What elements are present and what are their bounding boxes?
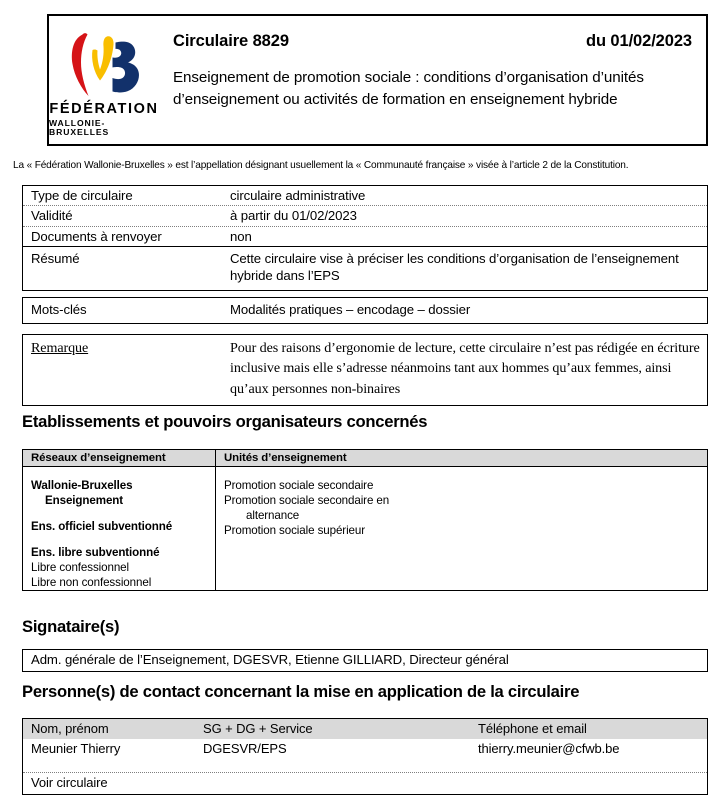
- resume-table: [22, 246, 708, 291]
- resume-label: Résumé: [31, 251, 80, 266]
- document-header: [47, 14, 708, 146]
- signatory-table: [22, 649, 708, 672]
- table-row: [23, 206, 707, 226]
- list-item: Ens. libre subventionné: [31, 546, 160, 560]
- keywords-table: [22, 297, 708, 324]
- info-label: Documents à renvoyer: [31, 228, 162, 244]
- info-label: Type de circulaire: [31, 188, 133, 203]
- units-list-cell: [216, 467, 707, 590]
- table-row: [23, 739, 707, 773]
- contact-header-service: SG + DG + Service: [203, 721, 313, 736]
- header-text-block: [159, 16, 706, 144]
- contact-table: [22, 718, 708, 795]
- contact-footer-note: Voir circulaire: [31, 775, 108, 791]
- section-heading-signatories: Signataire(s): [22, 617, 120, 636]
- list-item: Promotion sociale secondaire en: [224, 494, 390, 508]
- logo-federation-text: FÉDÉRATION: [49, 101, 159, 118]
- list-item: Libre confessionnel: [31, 561, 130, 575]
- networks-table: [22, 449, 708, 591]
- list-item: Promotion sociale supérieur: [224, 524, 366, 538]
- info-label: Validité: [31, 208, 73, 224]
- keywords-value: Modalités pratiques – encodage – dossier: [230, 302, 471, 317]
- contact-header-name: Nom, prénom: [31, 721, 109, 736]
- table-row: [23, 186, 707, 206]
- info-value: à partir du 01/02/2023: [230, 208, 357, 224]
- list-item: Promotion sociale secondaire: [224, 479, 374, 492]
- federation-wallonie-bruxelles-logo-icon: [62, 28, 146, 100]
- table-row: [23, 335, 707, 405]
- remark-value: Pour des raisons d’ergonomie de lecture, cette circulaire n’est pas rédigée en écriture inclusive mais elle s’adresse néanmoins tant aux hommes qu’aux femmes, ainsi qu’aux personnes non-binaires: [230, 340, 700, 397]
- circular-number: Circulaire 8829: [173, 32, 289, 50]
- list-item: Libre non confessionnel: [31, 576, 152, 590]
- signatory-value: Adm. générale de l’Enseignement, DGESVR, Etienne GILLIARD, Directeur général: [31, 652, 509, 667]
- table-row: [23, 227, 707, 246]
- contact-header-phone-email: Téléphone et email: [478, 721, 587, 736]
- resume-value: Cette circulaire vise à préciser les conditions d’organisation de l’enseignement hybride dans l’EPS: [230, 251, 679, 284]
- logo-cell: [49, 16, 159, 144]
- units-header-cell: Unités d’enseignement: [224, 452, 347, 464]
- remark-label: Remarque: [31, 340, 89, 356]
- contact-table-header-row: [23, 719, 707, 739]
- list-item: alternance: [246, 509, 300, 523]
- networks-header-cell: Réseaux d’enseignement: [23, 450, 216, 466]
- remark-table: [22, 334, 708, 406]
- info-table: [22, 185, 708, 247]
- keywords-label: Mots-clés: [31, 302, 87, 317]
- table-row: [23, 247, 707, 290]
- table-row: [23, 298, 707, 323]
- networks-list-cell: [23, 467, 216, 590]
- spacer: [31, 508, 209, 519]
- circular-date: du 01/02/2023: [585, 32, 692, 50]
- spacer: [31, 534, 209, 545]
- header-meta-row: [173, 32, 692, 51]
- section-heading-contacts: Personne(s) de contact concernant la mise en application de la circulaire: [22, 682, 580, 701]
- info-value: circulaire administrative: [230, 188, 366, 203]
- networks-table-header-row: [23, 450, 707, 467]
- page-title: Enseignement de promotion sociale : conditions d’organisation d’unités d’enseignement ou activités de formation en enseignement hybride: [173, 69, 644, 108]
- footnote: La « Fédération Wallonie-Bruxelles » est l’appellation désignant usuellement la « Communauté française » visée à l’article 2 de la Constitution.: [13, 160, 629, 171]
- contact-service: DGESVR/EPS: [203, 741, 287, 757]
- contact-table-footer-row: [23, 773, 707, 793]
- list-item: Ens. officiel subventionné: [31, 520, 173, 534]
- list-item: Enseignement: [45, 494, 124, 508]
- list-item: Wallonie-Bruxelles: [31, 479, 133, 492]
- info-value: non: [230, 228, 252, 244]
- logo-wallonie-bruxelles-text: WALLONIE-BRUXELLES: [49, 117, 110, 138]
- networks-table-body-row: [23, 467, 707, 590]
- contact-email: thierry.meunier@cfwb.be: [478, 741, 620, 757]
- contact-name: Meunier Thierry: [31, 741, 121, 757]
- section-heading-establishments: Etablissements et pouvoirs organisateurs concernés: [22, 412, 428, 431]
